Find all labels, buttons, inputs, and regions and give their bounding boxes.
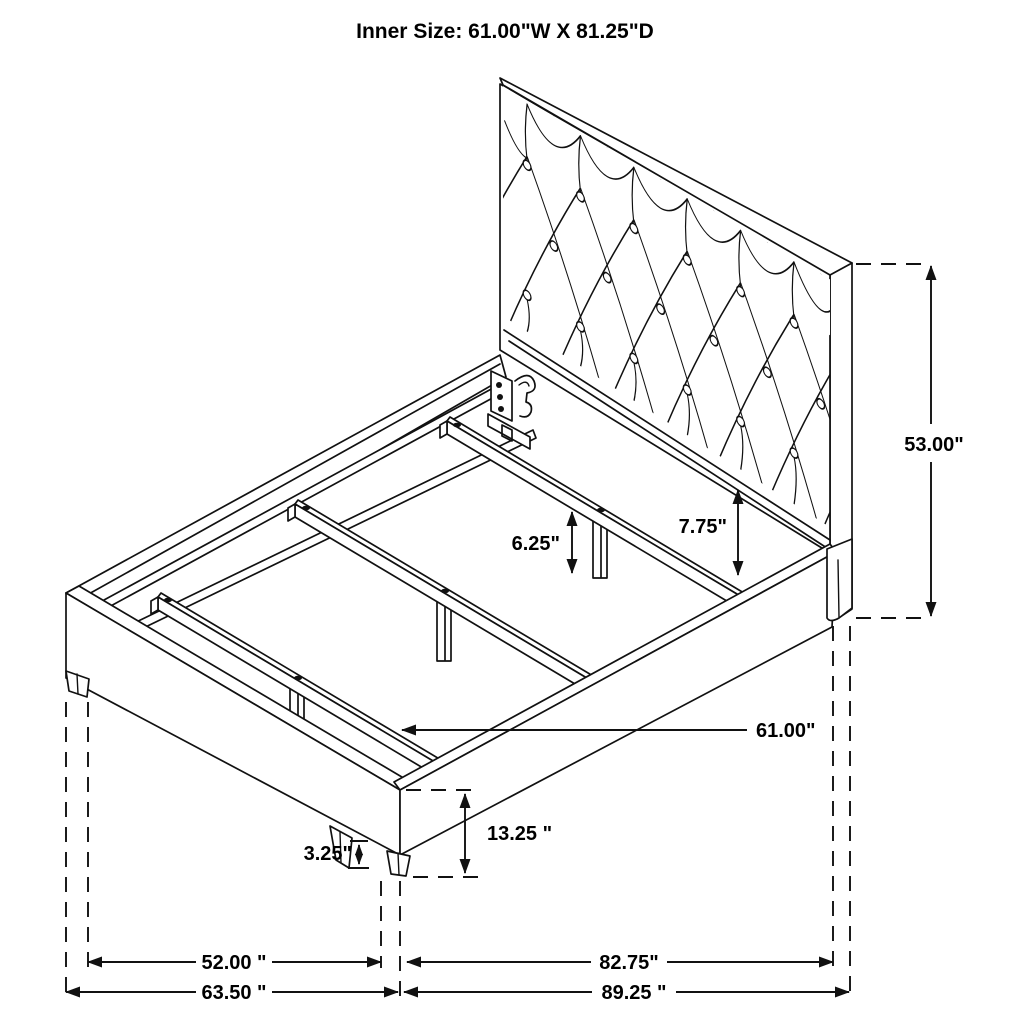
diagram-title: Inner Size: 61.00"W X 81.25"D	[356, 20, 654, 43]
dim-slat-leg-height: 6.25"	[511, 533, 560, 555]
near-side-rail-top	[394, 544, 836, 790]
slat-rail-far	[104, 387, 498, 608]
dim-width-between-legs: 52.00 "	[201, 952, 267, 974]
foot-corner-leg-near	[387, 851, 410, 876]
dim-foot-height: 3.25"	[303, 843, 352, 865]
dim-headboard-height: 53.00"	[904, 434, 964, 456]
dim-overall-depth: 89.25 "	[601, 982, 667, 1004]
dim-frame-side-height: 13.25 "	[487, 823, 553, 845]
dim-inner-width: 61.00"	[756, 720, 816, 742]
dim-depth-between-legs: 82.75"	[599, 952, 659, 974]
dim-overall-width: 63.50 "	[201, 982, 267, 1004]
headboard-leg	[827, 539, 852, 621]
dim-headboard-to-slat: 7.75"	[678, 516, 727, 538]
mounting-bracket	[488, 371, 535, 449]
